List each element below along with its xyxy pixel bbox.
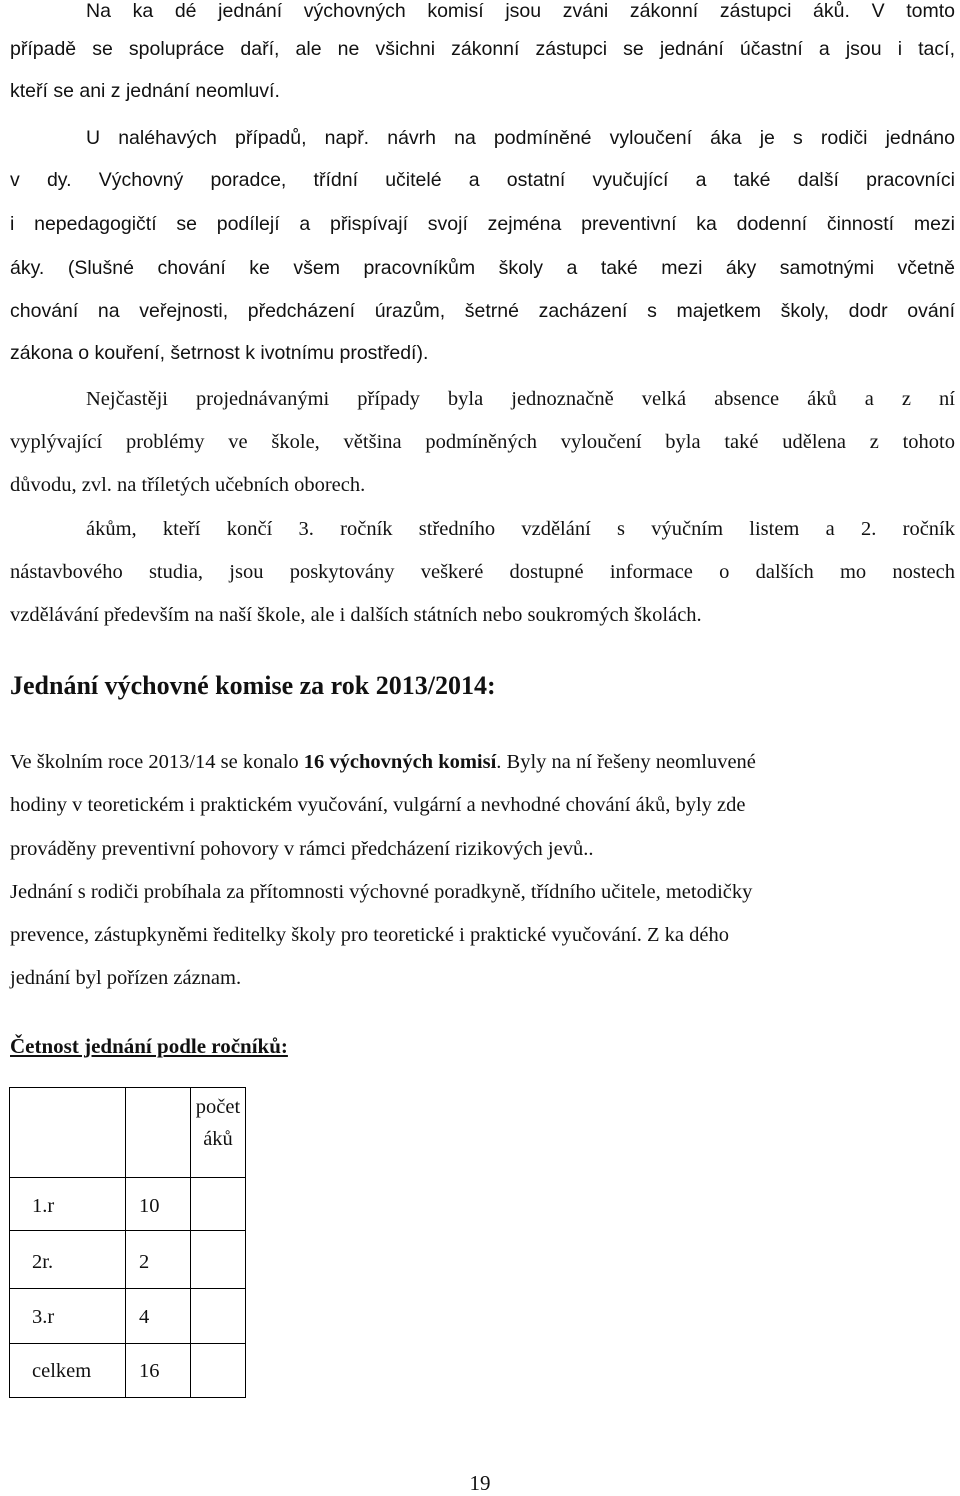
row-value: 10	[126, 1178, 191, 1231]
paragraph-line: U naléhavých případů, např. návrh na podmíněné vyloučení áka je s rodiči jednáno	[86, 127, 955, 149]
section-heading: Jednání výchovné komise za rok 2013/2014:	[10, 671, 496, 700]
paragraph-line: áky. (Slušné chování ke všem pracovníkům školy a také mezi áky samotnými včetně	[10, 257, 955, 279]
paragraph-line: zákona o kouření, šetrnost k ivotnímu prostředí).	[10, 342, 429, 364]
paragraph-line: nástavbového studia, jsou poskytovány veškeré dostupné informace o dalších mo nostech	[10, 561, 955, 583]
column-header-line: počet	[195, 1096, 241, 1118]
paragraph-line: i nepedagogičtí se podílejí a přispívají svojí zejména preventivní ka dodenní činností mezi	[10, 213, 955, 235]
paragraph-line: ákům, kteří končí 3. ročník středního vzdělání s výučním listem a 2. ročník	[86, 518, 955, 540]
table-cell	[126, 1088, 191, 1178]
table-row	[10, 1231, 246, 1289]
paragraph-line: jednání byl pořízen záznam.	[10, 967, 242, 989]
paragraph-line: vzdělávání především na naší škole, ale i dalších státních nebo soukromých školách.	[10, 604, 702, 626]
table-row	[10, 1289, 246, 1344]
table-cell	[191, 1344, 246, 1398]
column-header-line: áků	[203, 1128, 233, 1150]
paragraph-line: Na ka dé jednání výchovných komisí jsou zváni zákonní zástupci áků. V tomto	[86, 0, 955, 22]
paragraph-line: Nejčastěji projednávanými případy byla jednoznačně velká absence áků a z ní	[86, 388, 955, 410]
row-value: 16	[126, 1344, 191, 1398]
paragraph-line: Jednání s rodiči probíhala za přítomnosti výchovné poradkyně, třídního učitele, metodičky	[10, 881, 753, 903]
table-cell	[191, 1231, 246, 1289]
paragraph-line: hodiny v teoretickém i praktickém vyučování, vulgární a nevhodné chování áků, byly zde	[10, 794, 746, 816]
row-label: celkem	[10, 1344, 126, 1398]
row-value: 2	[126, 1231, 191, 1289]
table-cell	[10, 1088, 126, 1178]
paragraph-line: vyplývající problémy ve škole, většina podmíněných vyloučení byla také udělena z tohoto	[10, 431, 955, 453]
row-value: 4	[126, 1289, 191, 1344]
table-cell	[191, 1178, 246, 1231]
paragraph-text: . Byly na ní řešeny neomluvené	[496, 751, 756, 773]
paragraph-line: prováděny preventivní pohovory v rámci předcházení rizikových jevů..	[10, 838, 594, 860]
page-number: 19	[469, 1471, 491, 1495]
table-header-row	[10, 1088, 246, 1178]
paragraph-line: v dy. Výchovný poradce, třídní učitelé a ostatní vyučující a také další pracovníci	[10, 169, 955, 191]
frequency-table	[9, 1087, 246, 1398]
table-row	[10, 1178, 246, 1231]
row-label: 2r.	[10, 1231, 126, 1289]
table-cell	[191, 1289, 246, 1344]
paragraph-line: prevence, zástupkyněmi ředitelky školy pro teoretické i praktické vyučování. Z ka dého	[10, 924, 729, 946]
paragraph-text: Ve školním roce 2013/14 se konalo	[10, 751, 304, 773]
table-heading: Četnost jednání podle ročníků:	[10, 1034, 288, 1058]
row-label: 1.r	[10, 1178, 126, 1231]
row-label: 3.r	[10, 1289, 126, 1344]
table-header-cell	[191, 1088, 246, 1178]
paragraph-line: důvodu, zvl. na tříletých učebních oborech.	[10, 474, 366, 496]
bold-text: 16 výchovných komisí	[303, 751, 497, 773]
paragraph-line: chování na veřejnosti, předcházení úrazům, šetrné zacházení s majetkem školy, dodr ování	[10, 300, 955, 322]
table-row	[10, 1344, 246, 1398]
paragraph-line: kteří se ani z jednání neomluví.	[10, 80, 280, 102]
paragraph-line	[10, 749, 955, 775]
paragraph-line: případě se spolupráce daří, ale ne všichni zákonní zástupci se jednání účastní a jsou i tací,	[10, 38, 955, 60]
